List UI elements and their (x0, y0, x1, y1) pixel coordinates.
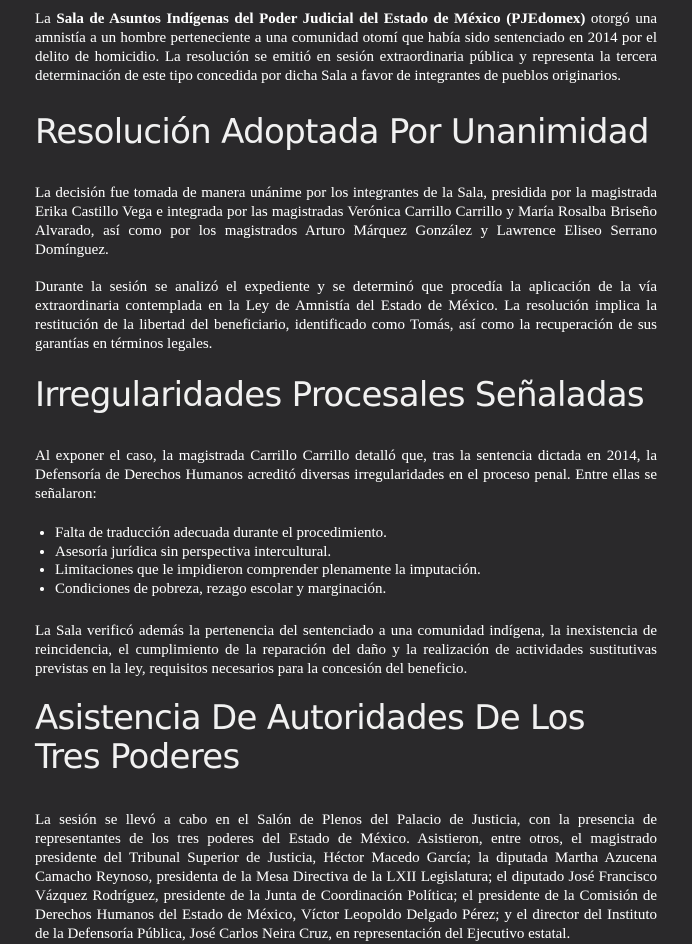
intro-prefix: La (35, 11, 57, 27)
intro-bold-text: Sala de Asuntos Indígenas del Poder Judicial del Estado de México (PJEdomex) (56, 11, 586, 27)
list-item: • Falta de traducción adecuada durante el procedimiento. (55, 524, 657, 543)
section-1-paragraph-2: Durante la sesión se analizó el expediente y se determinó que procedía la aplicación de la vía extraordinaria contemplada en la Ley de Amnistía del Estado de México. La resolución implica la restitución de la libertad del beneficiario, identificado como Tomás, así como la recuperación de sus garantías en términos legales. (35, 279, 657, 352)
list-item: • Limitaciones que le impidieron comprender plenamente la imputación. (55, 561, 657, 580)
intro-paragraph (35, 10, 657, 86)
section-2-paragraph-2: La Sala verificó además la pertenencia del sentenciado a una comunidad indígena, la inexistencia de reincidencia, el cumplimiento de la reparación del daño y la realización de actividades sustitutivas previstas en la ley, requisitos necesarios para la concesión del beneficio. (35, 623, 657, 677)
irregularities-list (35, 524, 657, 598)
section-1-paragraph-1: La decisión fue tomada de manera unánime por los integrantes de la Sala, presidida por la magistrada Erika Castillo Vega e integrada por las magistradas Verónica Carrillo Carrillo y María Rosalba Briseño Alvarado, así como por los magistrados Arturo Márquez González y Lawrence Eliseo Serrano Domínguez. (35, 185, 657, 258)
section-2-paragraph-1: Al exponer el caso, la magistrada Carrillo Carrillo detalló que, tras la sentencia dictada en 2014, la Defensoría de Derechos Humanos acreditó diversas irregularidades en el proceso penal. Entre ellas se señalaron: (35, 448, 657, 502)
list-item: • Asesoría jurídica sin perspectiva intercultural. (55, 543, 657, 562)
section-heading-asistencia: Asistencia De Autoridades De Los Tres Poderes (35, 698, 585, 777)
intro-suffix: otorgó una amnistía a un hombre perteneciente a una comunidad otomí que había sido sentenciado en 2014 por el delito de homicidio. La resolución se emitió en sesión extraordinaria pública y representa la tercera determinación de este tipo concedida por dicha Sala a favor de integrantes de pueblos originarios. (35, 11, 657, 84)
section-heading-resolucion: Resolución Adoptada Por Unanimidad (35, 112, 649, 152)
section-heading-irregularidades: Irregularidades Procesales Señaladas (35, 375, 644, 415)
list-item: • Condiciones de pobreza, rezago escolar y marginación. (55, 580, 657, 599)
section-3-paragraph-1: La sesión se llevó a cabo en el Salón de Plenos del Palacio de Justicia, con la presencia de representantes de los tres poderes del Estado de México. Asistieron, entre otros, el magistrado presidente del Tribunal Superior de Justicia, Héctor Macedo García; la diputada Martha Azucena Camacho Reynoso, presidenta de la Mesa Directiva de la LXII Legislatura; el diputado José Francisco Vázquez Rodríguez, presidente de la Junta de Coordinación Política; el presidente de la Comisión de Derechos Humanos del Estado de México, Víctor Leopoldo Delgado Pérez; y el director del Instituto de la Defensoría Pública, José Carlos Neira Cruz, en representación del Ejecutivo estatal. (35, 812, 657, 942)
